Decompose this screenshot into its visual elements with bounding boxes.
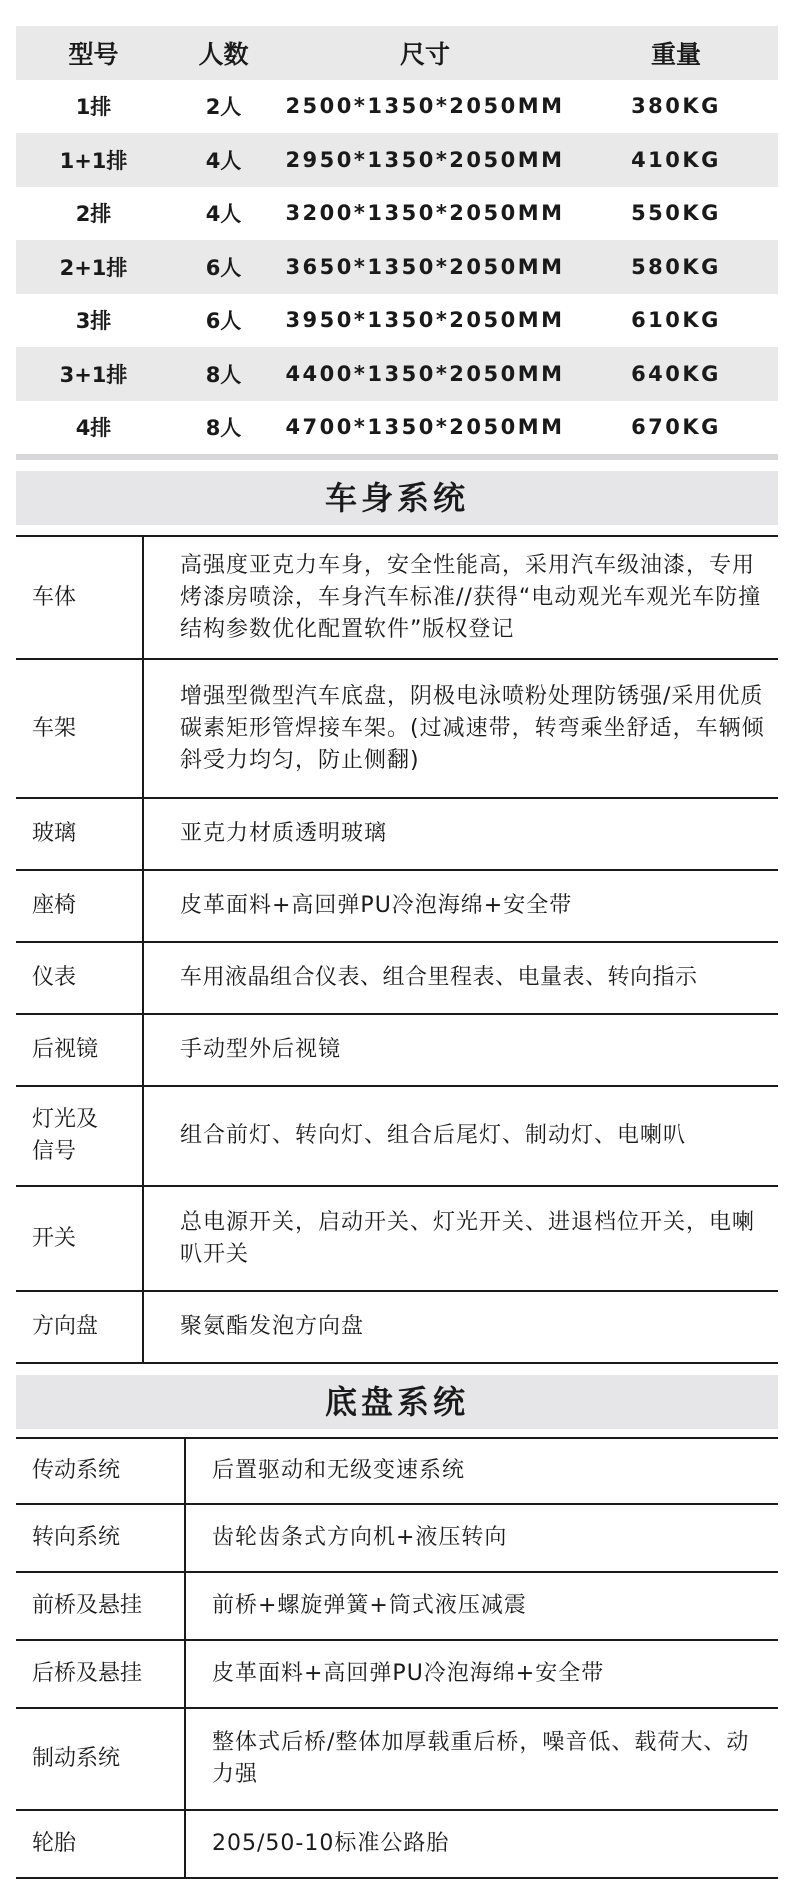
model-cell: 3+1排 — [59, 362, 128, 387]
spec-label: 车架 — [32, 715, 77, 741]
size-table-bottom-band — [16, 454, 778, 460]
spec-value-cell — [142, 871, 778, 941]
spec-label: 方向盘 — [32, 1314, 99, 1339]
spec-label: 仪表 — [32, 965, 77, 990]
chassis-system-title: 底盘系统 — [16, 1375, 778, 1429]
spec-label: 座椅 — [32, 893, 77, 918]
spec-value-cell — [184, 1641, 778, 1707]
seats-cell: 8人 — [205, 416, 242, 441]
spec-value: 前桥+螺旋弹簧+筒式液压减震 — [212, 1593, 527, 1618]
size-cell: 2500*1350*2050MM — [285, 94, 565, 119]
spec-value-cell — [142, 1087, 778, 1185]
size-row — [16, 133, 778, 187]
spec-row — [16, 537, 778, 660]
model-cell: 3排 — [75, 309, 112, 334]
size-row — [16, 294, 778, 348]
spec-value-cell — [184, 1439, 778, 1503]
size-cell: 3650*1350*2050MM — [285, 254, 565, 279]
seats-cell: 6人 — [205, 255, 242, 280]
size-table-header — [16, 26, 778, 80]
spec-value-cell — [184, 1709, 778, 1809]
spec-label: 开关 — [32, 1225, 77, 1251]
seats-cell: 8人 — [205, 362, 242, 387]
spec-label: 后桥及悬挂 — [32, 1661, 143, 1686]
spec-label: 制动系统 — [32, 1746, 121, 1771]
spec-value-cell — [184, 1505, 778, 1571]
spec-row — [16, 1505, 778, 1573]
weight-cell: 670KG — [631, 415, 721, 440]
spec-label: 灯光及信号 — [32, 1107, 99, 1164]
spec-label: 车体 — [32, 584, 77, 610]
spec-value: 聚氨酯发泡方向盘 — [180, 1314, 365, 1339]
spec-value: 总电源开关，启动开关、灯光开关、进退档位开关，电喇叭开关 — [180, 1209, 756, 1267]
spec-value-cell — [142, 1015, 778, 1085]
spec-row — [16, 1573, 778, 1641]
spec-value: 整体式后桥/整体加厚载重后桥，噪音低、载荷大、动力强 — [212, 1730, 750, 1787]
size-cell: 4400*1350*2050MM — [285, 361, 565, 386]
spec-label: 后视镜 — [32, 1037, 99, 1062]
spec-label: 轮胎 — [32, 1831, 77, 1856]
header-seats: 人数 — [198, 39, 249, 69]
spec-value: 后置驱动和无级变速系统 — [212, 1458, 466, 1483]
spec-value: 组合前灯、转向灯、组合后尾灯、制动灯、电喇叭 — [180, 1123, 687, 1148]
header-model: 型号 — [68, 39, 119, 69]
spec-row — [16, 660, 778, 799]
header-weight: 重量 — [650, 39, 701, 69]
spec-row — [16, 1292, 778, 1364]
model-cell: 4排 — [75, 416, 112, 441]
spec-value: 亚克力材质透明玻璃 — [180, 821, 388, 846]
spec-value-cell — [142, 799, 778, 869]
weight-cell: 640KG — [631, 361, 721, 386]
seats-cell: 2人 — [205, 95, 242, 120]
spec-value-cell — [142, 1187, 778, 1290]
spec-value: 皮革面料+高回弹PU冷泡海绵+安全带 — [180, 893, 573, 918]
spec-label: 前桥及悬挂 — [32, 1593, 143, 1618]
seats-cell: 4人 — [205, 202, 242, 227]
weight-cell: 580KG — [631, 254, 721, 279]
size-row — [16, 347, 778, 401]
spec-value-cell — [142, 1292, 778, 1362]
spec-value: 齿轮齿条式方向机+液压转向 — [212, 1525, 508, 1550]
spec-value: 手动型外后视镜 — [180, 1037, 342, 1062]
spec-value-cell — [142, 537, 778, 658]
size-row — [16, 401, 778, 455]
size-row — [16, 80, 778, 134]
size-row — [16, 240, 778, 294]
spec-value: 205/50-10标准公路胎 — [212, 1831, 450, 1856]
spec-value-cell — [184, 1573, 778, 1639]
spec-row — [16, 1187, 778, 1292]
spec-row — [16, 1641, 778, 1709]
seats-cell: 6人 — [205, 309, 242, 334]
spec-row — [16, 1439, 778, 1505]
spec-label: 传动系统 — [32, 1458, 121, 1483]
spec-row — [16, 1709, 778, 1811]
spec-row — [16, 799, 778, 871]
spec-value-cell — [142, 660, 778, 797]
weight-cell: 410KG — [631, 147, 721, 172]
spec-value: 皮革面料+高回弹PU冷泡海绵+安全带 — [212, 1661, 605, 1686]
size-cell: 3950*1350*2050MM — [285, 308, 565, 333]
size-table — [16, 26, 778, 460]
model-cell: 1排 — [75, 95, 112, 120]
header-size: 尺寸 — [399, 39, 450, 69]
model-cell: 2+1排 — [59, 255, 128, 280]
spec-value: 高强度亚克力车身，安全性能高，采用汽车级油漆，专用烤漆房喷涂，车身汽车标准//获得“电动观光车观光车防撞结构参数优化配置软件”版权登记 — [180, 552, 762, 642]
size-cell: 4700*1350*2050MM — [285, 415, 565, 440]
weight-cell: 380KG — [631, 94, 721, 119]
size-cell: 2950*1350*2050MM — [285, 147, 565, 172]
weight-cell: 610KG — [631, 308, 721, 333]
spec-row — [16, 943, 778, 1015]
seats-cell: 4人 — [205, 148, 242, 173]
spec-row — [16, 1811, 778, 1879]
weight-cell: 550KG — [631, 201, 721, 226]
spec-value: 增强型微型汽车底盘，阴极电泳喷粉处理防锈强/采用优质碳素矩形管焊接车架。(过减速带，转弯乘坐舒适，车辆倾斜受力均匀，防止侧翻) — [180, 683, 765, 773]
body-system-title: 车身系统 — [16, 471, 778, 525]
spec-label: 转向系统 — [32, 1525, 121, 1550]
size-cell: 3200*1350*2050MM — [285, 201, 565, 226]
spec-value: 车用液晶组合仪表、组合里程表、电量表、转向指示 — [180, 965, 698, 990]
spec-row — [16, 1087, 778, 1187]
chassis-system-table — [16, 1437, 778, 1879]
spec-row — [16, 871, 778, 943]
spec-row — [16, 1015, 778, 1087]
spec-value-cell — [142, 943, 778, 1013]
model-cell: 2排 — [75, 202, 112, 227]
body-system-table — [16, 535, 778, 1364]
spec-label: 玻璃 — [32, 821, 77, 846]
size-row — [16, 187, 778, 241]
model-cell: 1+1排 — [59, 148, 128, 173]
spec-value-cell — [184, 1811, 778, 1877]
